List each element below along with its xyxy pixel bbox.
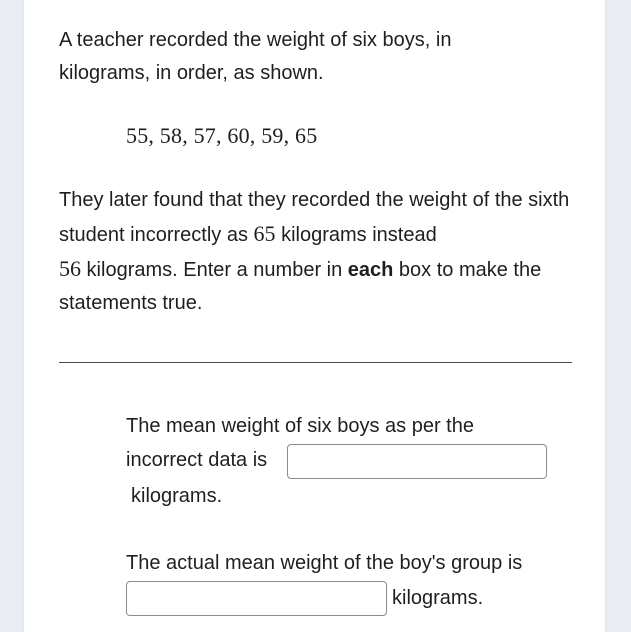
question-1-line-1: The mean weight of six boys as per the: [126, 415, 474, 437]
question-1-unit: kilograms.: [131, 485, 223, 507]
section-divider: [59, 362, 572, 363]
explanation-part-2: kilograms instead: [275, 224, 437, 246]
explanation-text: [59, 184, 579, 320]
mean-incorrect-input[interactable]: [287, 444, 547, 479]
weight-dataset: 55, 58, 57, 60, 59, 65: [126, 123, 318, 148]
wrong-value: 65: [253, 221, 276, 246]
intro-text: A teacher recorded the weight of six boys, in kilograms, in order, as shown.: [59, 29, 452, 84]
mean-actual-input[interactable]: [126, 581, 387, 616]
explanation-part-3: kilograms. Enter a number in: [81, 259, 348, 281]
question-2-line-1: The actual mean weight of the boy's group is: [126, 552, 523, 574]
question-2-unit: kilograms.: [392, 587, 484, 609]
emphasis-each: each: [347, 259, 394, 281]
question-1-line-2: incorrect data is: [126, 449, 268, 471]
correct-value: 56: [59, 256, 81, 281]
explanation-part-4: box to make the statements true.: [59, 259, 542, 314]
explanation-part-1: They later found that they recorded the weight of the sixth student incorrectly as: [59, 189, 570, 246]
